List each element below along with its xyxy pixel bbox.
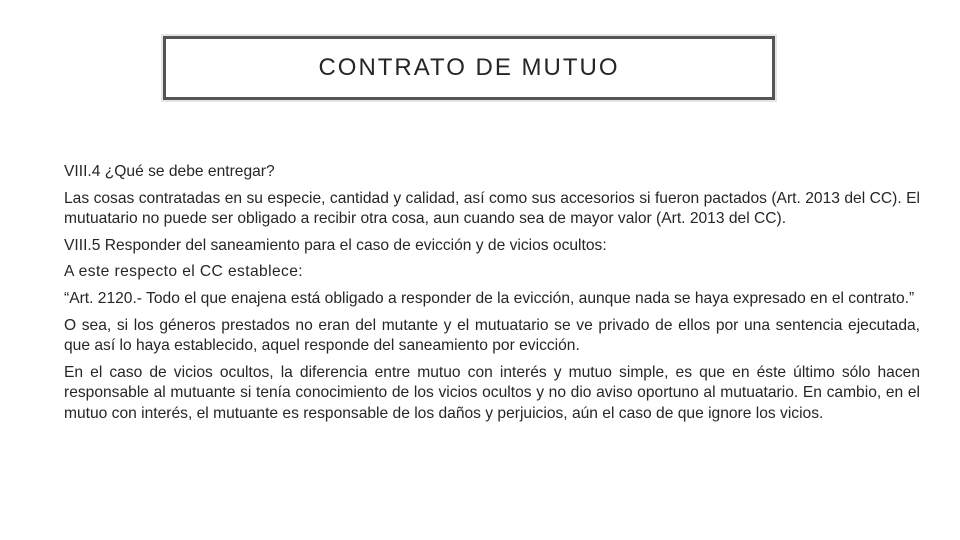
- section-8-5-paragraph-2: En el caso de vicios ocultos, la diferencia entre mutuo con interés y mutuo simple, es que en éste último sólo hacen responsable al mutuante si tenía conocimiento de los vicios ocultos y no dio aviso oportuno al mutuatario. En cambio, en el mutuo con interés, el mutuante es responsable de los daños y perjuicios, aún el caso de que ignore los vicios.: [64, 363, 920, 422]
- section-8-5-paragraph-1: O sea, si los géneros prestados no eran del mutante y el mutuatario se ve privado de ellos por una sentencia ejecutada, que así lo haya establecido, aquel responde del saneamiento por evicción.: [64, 316, 920, 355]
- section-8-5-colon: :: [602, 236, 607, 254]
- section-8-5-title: Responder del saneamiento para el caso de evicción y de vicios ocultos: [104, 236, 603, 254]
- section-8-4-question-mark: ?: [266, 163, 275, 180]
- section-8-4-heading: [64, 162, 920, 183]
- slide-content: [64, 162, 920, 431]
- section-8-4-body: Las cosas contratadas en su especie, cantidad y calidad, así como sus accesorios si fueron pactados (Art. 2013 del CC). El mutuatario no puede ser obligado a recibir otra cosa, aun cuando sea de mayor valor (Art. 2013 del CC).: [64, 189, 920, 228]
- section-8-5-quote: “Art. 2120.- Todo el que enajena está obligado a responder de la evicción, aunque nada se haya expresado en el contrato.”: [64, 289, 915, 307]
- section-8-5-heading: [64, 236, 920, 257]
- section-8-4-number: VIII.4: [64, 163, 105, 180]
- section-8-5-number: VIII.5: [64, 236, 105, 254]
- section-8-4-question: ¿Qué se debe entregar: [104, 163, 266, 180]
- section-8-5-intro: A este respecto el CC establece:: [64, 263, 304, 281]
- title-box: [163, 36, 775, 100]
- slide-title: CONTRATO DE MUTUO: [318, 54, 620, 81]
